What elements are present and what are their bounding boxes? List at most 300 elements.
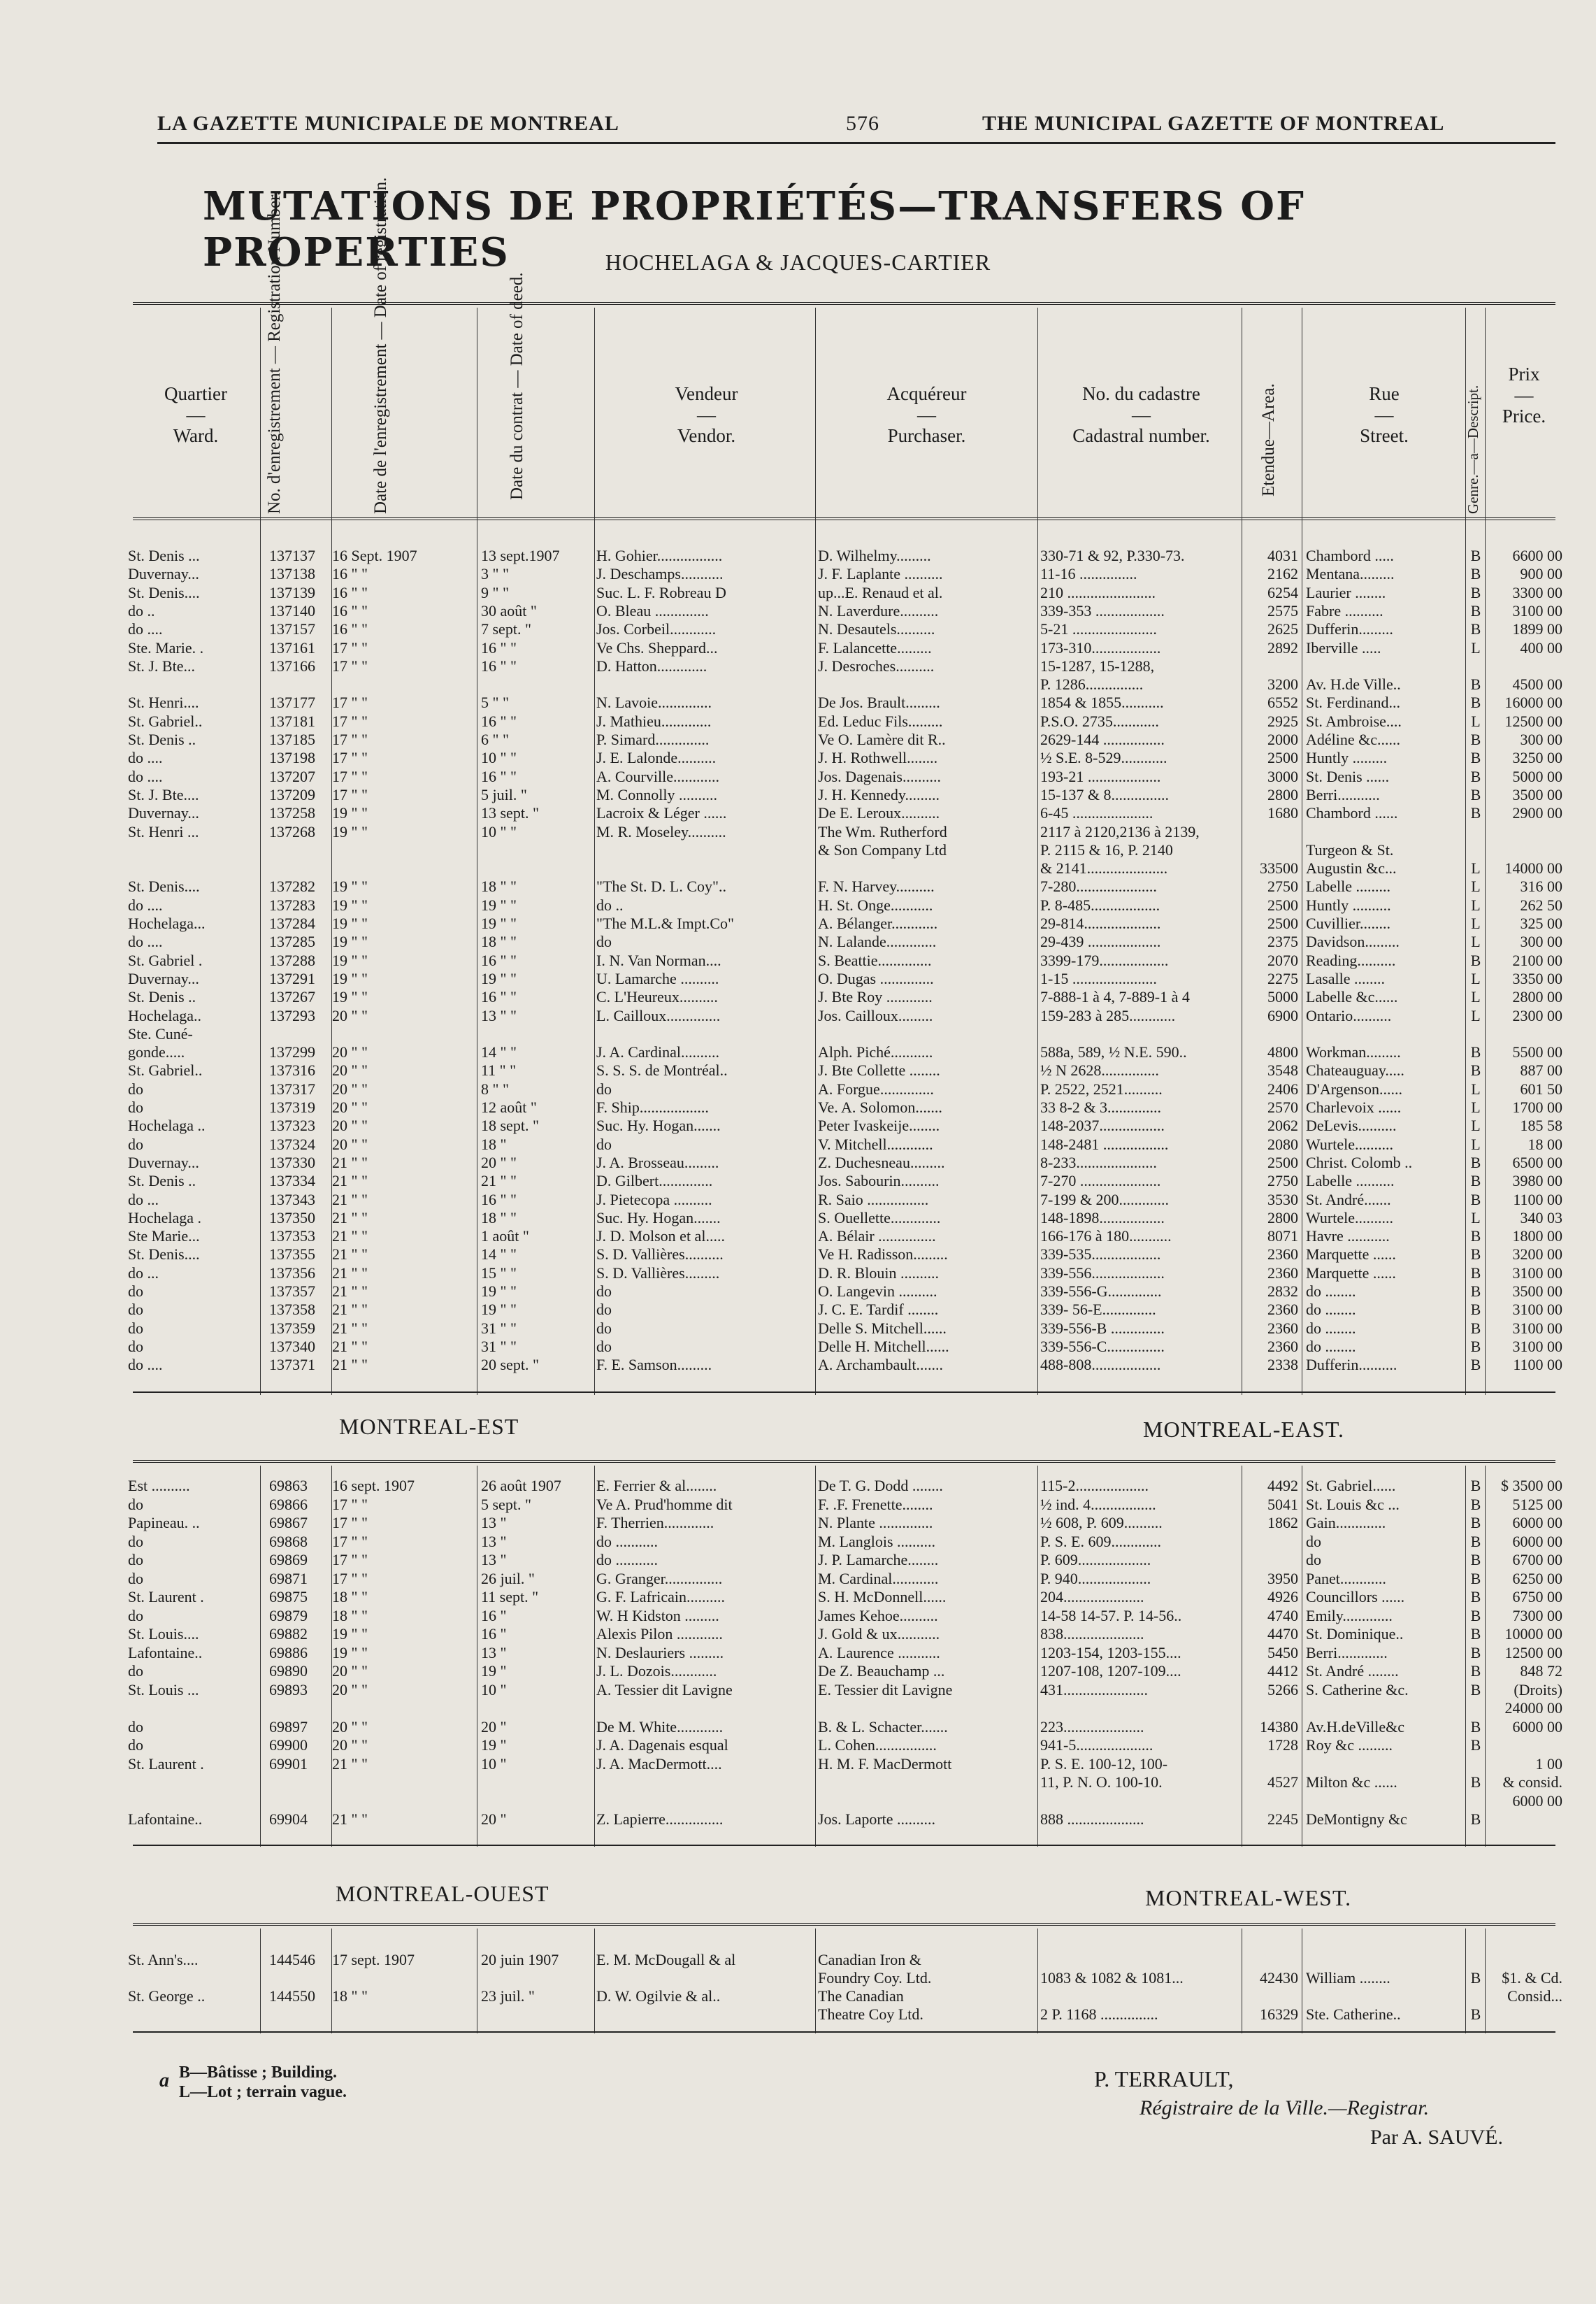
reg-no-cell: 137356 — [269, 1264, 315, 1282]
area-cell: 5041 — [1267, 1495, 1298, 1513]
table-row — [0, 1533, 1596, 1550]
purchaser-cell: A. Archambault....... — [818, 1356, 944, 1374]
street-cell: Dufferin.......... — [1306, 1356, 1397, 1374]
legend-building: B—Bâtisse ; Building. — [179, 2063, 338, 2082]
reg-date-cell: 17 " " — [332, 638, 368, 657]
vendor-cell: Alexis Pilon ............ — [596, 1625, 723, 1643]
deed-date-cell: 16 " " — [481, 951, 517, 969]
street-cell: Roy &c ......... — [1306, 1736, 1393, 1754]
column-header-vendor: Vendeur — Vendor. — [675, 383, 738, 446]
street-cell: do ........ — [1306, 1337, 1356, 1355]
cadastre-cell: 339-556-G.............. — [1040, 1282, 1162, 1300]
purchaser-cell: Ed. Leduc Fils......... — [818, 712, 943, 730]
area-cell: 2070 — [1267, 951, 1298, 969]
table-row — [0, 731, 1596, 748]
kind-cell: B — [1470, 1810, 1481, 1828]
deed-date-cell: 18 " — [481, 1135, 507, 1153]
cadastre-cell: P. 2115 & 16, P. 2140 — [1040, 840, 1173, 859]
vendor-cell: G. F. Lafricain.......... — [596, 1588, 725, 1605]
reg-no-cell: 137282 — [269, 878, 315, 896]
kind-cell: B — [1470, 1606, 1481, 1624]
cadastre-cell: 2 P. 1168 ............... — [1040, 2005, 1158, 2023]
purchaser-cell: Canadian Iron & — [818, 1951, 921, 1968]
reg-date-cell: 21 " " — [332, 1208, 368, 1226]
reg-date-cell: 21 " " — [332, 1282, 368, 1300]
purchaser-cell: The Wm. Rutherford — [818, 822, 947, 840]
cadastre-cell: 339-556-B .............. — [1040, 1319, 1165, 1337]
ward-cell: St. Gabriel . — [128, 951, 203, 969]
vendor-cell: Z. Lapierre............... — [596, 1810, 724, 1828]
reg-date-cell: 17 " " — [332, 1532, 368, 1550]
table-row — [0, 878, 1596, 895]
deed-date-cell: 19 " " — [481, 969, 517, 987]
purchaser-cell: F. Lalancette......... — [818, 638, 932, 657]
ward-cell: do ... — [128, 1264, 159, 1282]
street-cell: Workman......... — [1306, 1043, 1401, 1061]
deed-date-cell: 18 " " — [481, 933, 517, 951]
table-row — [0, 1191, 1596, 1208]
vendor-cell: S. D. Vallières......... — [596, 1264, 720, 1282]
vendor-cell: J. A. Brosseau......... — [596, 1153, 719, 1171]
reg-no-cell: 137258 — [269, 804, 315, 822]
reg-date-cell: 18 " " — [332, 1987, 368, 2005]
ward-cell: St. Denis .. — [128, 731, 196, 748]
reg-date-cell: 21 " " — [332, 1190, 368, 1208]
purchaser-cell: A. Laurence ........... — [818, 1643, 940, 1661]
deed-date-cell: 20 " — [481, 1717, 507, 1736]
reg-no-cell: 137358 — [269, 1301, 315, 1319]
purchaser-cell: Foundry Coy. Ltd. — [818, 1969, 932, 1987]
cadastre-cell: P. 1286............... — [1040, 675, 1144, 694]
street-cell: do — [1306, 1532, 1321, 1550]
reg-date-cell: 20 " " — [332, 1080, 368, 1098]
price-cell: 5500 00 — [1512, 1043, 1562, 1061]
kind-cell: B — [1470, 1514, 1481, 1531]
street-cell: Av.H.deVille&c — [1306, 1717, 1405, 1736]
area-cell: 2275 — [1267, 969, 1298, 987]
reg-date-cell: 21 " " — [332, 1301, 368, 1319]
price-cell: 340 03 — [1520, 1208, 1562, 1226]
reg-no-cell: 137353 — [269, 1227, 315, 1245]
ward-cell: Duvernay... — [128, 1153, 199, 1171]
vendor-cell: De M. White............ — [596, 1717, 724, 1736]
table-row — [0, 1570, 1596, 1587]
price-cell: 1899 00 — [1512, 620, 1562, 638]
street-cell: Berri............. — [1306, 1643, 1388, 1661]
cadastre-cell: P. S. E. 609............. — [1040, 1532, 1161, 1550]
area-cell: 2500 — [1267, 1153, 1298, 1171]
deed-date-cell: 16 " — [481, 1606, 507, 1624]
reg-date-cell: 20 " " — [332, 1662, 368, 1680]
table-row — [0, 1681, 1596, 1698]
table-row — [0, 657, 1596, 675]
street-cell: William ........ — [1306, 1969, 1390, 1987]
kind-cell: L — [1471, 1208, 1481, 1226]
reg-no-cell: 69886 — [269, 1643, 308, 1661]
table-row — [0, 1496, 1596, 1513]
kind-cell: B — [1470, 1569, 1481, 1587]
kind-cell: L — [1471, 1099, 1481, 1116]
vendor-cell: J. E. Lalonde.......... — [596, 749, 717, 767]
vendor-cell: Jos. Corbeil............ — [596, 620, 717, 638]
purchaser-cell: J. Bte Roy ............ — [818, 988, 933, 1006]
deed-date-cell: 26 août 1907 — [481, 1477, 561, 1494]
vendor-cell: do — [596, 1135, 612, 1153]
street-cell: Ontario.......... — [1306, 1006, 1392, 1024]
purchaser-cell: N. Lalande............. — [818, 933, 937, 951]
kind-cell: B — [1470, 1495, 1481, 1513]
ward-cell: Hochelaga . — [128, 1208, 202, 1226]
reg-date-cell: 21 " " — [332, 1245, 368, 1264]
table-row — [0, 1755, 1596, 1773]
table-row — [0, 1951, 1596, 1968]
deed-date-cell: 5 sept. " — [481, 1495, 531, 1513]
column-header-kind: Genre.—a—Descript. — [1465, 385, 1481, 514]
price-cell: 2800 00 — [1512, 988, 1562, 1006]
area-cell: 5000 — [1267, 988, 1298, 1006]
purchaser-cell: J. P. Lamarche........ — [818, 1551, 939, 1568]
purchaser-cell: The Canadian — [818, 1987, 904, 2005]
kind-cell: B — [1470, 1680, 1481, 1698]
area-cell: 2832 — [1267, 1282, 1298, 1300]
ward-cell: do .... — [128, 1356, 163, 1374]
section-title-ouest-fr: MONTREAL-OUEST — [336, 1881, 549, 1906]
purchaser-cell: Ve O. Lamère dit R.. — [818, 731, 946, 748]
cadastre-cell: 11, P. N. O. 100-10. — [1040, 1773, 1163, 1791]
table-row — [0, 896, 1596, 914]
area-cell: 2500 — [1267, 896, 1298, 914]
kind-cell: B — [1470, 785, 1481, 803]
cadastre-cell: 193-21 ................... — [1040, 767, 1161, 785]
table-row — [0, 841, 1596, 859]
purchaser-cell: E. Tessier dit Lavigne — [818, 1680, 953, 1698]
price-cell: 3500 00 — [1512, 785, 1562, 803]
section-bottom-rule — [133, 1391, 1555, 1393]
price-cell: 300 00 — [1520, 731, 1562, 748]
reg-no-cell: 69901 — [269, 1754, 308, 1773]
deed-date-cell: 10 " — [481, 1680, 507, 1698]
kind-cell: B — [1470, 1551, 1481, 1568]
kind-cell: B — [1470, 1172, 1481, 1190]
kind-cell: B — [1470, 547, 1481, 564]
kind-cell: B — [1470, 2005, 1481, 2023]
deed-date-cell: 31 " " — [481, 1337, 517, 1355]
kind-cell: B — [1470, 694, 1481, 712]
vendor-cell: A. Courville............ — [596, 767, 719, 785]
price-cell: 262 50 — [1520, 896, 1562, 914]
deed-date-cell: 13 " — [481, 1532, 507, 1550]
reg-date-cell: 19 " " — [332, 988, 368, 1006]
kind-cell: B — [1470, 1319, 1481, 1337]
vendor-cell: Suc. L. F. Robreau D — [596, 583, 726, 601]
kind-cell: L — [1471, 896, 1481, 914]
area-cell: 2575 — [1267, 601, 1298, 620]
cadastre-cell: ½ ind. 4................. — [1040, 1495, 1156, 1513]
vendor-cell: L. Cailloux.............. — [596, 1006, 721, 1024]
street-cell: St. Gabriel...... — [1306, 1477, 1396, 1494]
cadastre-cell: 941-5.................... — [1040, 1736, 1153, 1754]
street-cell: Chateauguay..... — [1306, 1061, 1404, 1080]
table-row — [0, 1356, 1596, 1373]
table-row — [0, 602, 1596, 620]
table-row — [0, 1625, 1596, 1643]
purchaser-cell: Theatre Coy Ltd. — [818, 2005, 923, 2023]
street-cell: Labelle &c...... — [1306, 988, 1398, 1006]
kind-cell: B — [1470, 565, 1481, 583]
purchaser-cell: F. N. Harvey.......... — [818, 878, 935, 896]
street-cell: St. Louis &c ... — [1306, 1495, 1400, 1513]
table-row — [0, 1264, 1596, 1282]
table-row — [0, 1810, 1596, 1828]
reg-date-cell: 17 " " — [332, 657, 368, 675]
reg-date-cell: 21 " " — [332, 1227, 368, 1245]
cadastre-cell: 7-888-1 à 4, 7-889-1 à 4 — [1040, 988, 1190, 1006]
vendor-cell: "The M.L.& Impt.Co" — [596, 915, 735, 932]
reg-no-cell: 137343 — [269, 1190, 315, 1208]
signature-title: Régistraire de la Ville.—Registrar. — [1140, 2096, 1430, 2119]
table-row — [0, 988, 1596, 1006]
ward-cell: St. J. Bte... — [128, 657, 195, 675]
vendor-cell: C. L'Heureux.......... — [596, 988, 718, 1006]
deed-date-cell: 16 " " — [481, 657, 517, 675]
price-cell: 7300 00 — [1512, 1606, 1562, 1624]
street-cell: Huntly ......... — [1306, 749, 1388, 767]
table-top-rule — [133, 302, 1555, 305]
price-cell: 14000 00 — [1504, 859, 1562, 878]
ward-cell: St. Louis.... — [128, 1625, 199, 1643]
cadastre-cell: 339-353 .................. — [1040, 601, 1165, 620]
vendor-cell: F. E. Samson......... — [596, 1356, 712, 1374]
ward-cell: do .... — [128, 767, 163, 785]
column-header-street: Rue — Street. — [1360, 383, 1409, 446]
deed-date-cell: 16 " " — [481, 988, 517, 1006]
table-row — [0, 804, 1596, 822]
vendor-cell: P. Simard.............. — [596, 731, 710, 748]
ward-cell: do — [128, 1099, 143, 1116]
vendor-cell: J. Pietecopa .......... — [596, 1190, 712, 1208]
ward-cell: do — [128, 1551, 143, 1568]
ward-cell: Duvernay... — [128, 565, 199, 583]
price-cell: 601 50 — [1520, 1080, 1562, 1098]
area-cell: 2800 — [1267, 1208, 1298, 1226]
reg-date-cell: 17 " " — [332, 1551, 368, 1568]
purchaser-cell: De Jos. Brault......... — [818, 694, 940, 712]
reg-no-cell: 69897 — [269, 1717, 308, 1736]
ward-cell: St. Denis.... — [128, 1245, 200, 1264]
table-row — [0, 1025, 1596, 1043]
area-cell: 2625 — [1267, 620, 1298, 638]
deed-date-cell: 20 " " — [481, 1153, 517, 1171]
kind-cell: L — [1471, 1135, 1481, 1153]
table-row — [0, 1792, 1596, 1810]
vendor-cell: do — [596, 1337, 612, 1355]
street-cell: Charlevoix ...... — [1306, 1099, 1402, 1116]
deed-date-cell: 19 " " — [481, 1301, 517, 1319]
purchaser-cell: Jos. Sabourin.......... — [818, 1172, 940, 1190]
table-row — [0, 1969, 1596, 1987]
table-row — [0, 786, 1596, 803]
deed-date-cell: 10 " — [481, 1754, 507, 1773]
vendor-cell: M. R. Moseley.......... — [596, 822, 726, 840]
ward-cell: do — [128, 1736, 143, 1754]
ward-cell: Lafontaine.. — [128, 1643, 203, 1661]
purchaser-cell: A. Forgue.............. — [818, 1080, 934, 1098]
legend-prefix: a — [159, 2070, 169, 2091]
column-header-area: Etendue—Area. — [1259, 383, 1278, 496]
cadastre-cell: P.S.O. 2735............ — [1040, 712, 1159, 730]
area-cell: 2750 — [1267, 878, 1298, 896]
table-row — [0, 1662, 1596, 1680]
purchaser-cell: J. H. Rothwell........ — [818, 749, 938, 767]
table-row — [0, 639, 1596, 657]
reg-date-cell: 20 " " — [332, 1006, 368, 1024]
kind-cell: B — [1470, 1625, 1481, 1643]
deed-date-cell: 13 " — [481, 1514, 507, 1531]
kind-cell: L — [1471, 859, 1481, 878]
street-cell: Mentana......... — [1306, 565, 1395, 583]
vendor-cell: Ve Chs. Sheppard... — [596, 638, 718, 657]
vendor-cell: F. Ship.................. — [596, 1099, 709, 1116]
vendor-cell: J. A. MacDermott.... — [596, 1754, 722, 1773]
reg-date-cell: 20 " " — [332, 1043, 368, 1061]
street-cell: Lasalle ........ — [1306, 969, 1386, 987]
price-cell: 6600 00 — [1512, 547, 1562, 564]
reg-date-cell: 17 " " — [332, 712, 368, 730]
area-cell: 2245 — [1267, 1810, 1298, 1828]
reg-date-cell: 16 " " — [332, 565, 368, 583]
street-cell: St. Denis ...... — [1306, 767, 1390, 785]
reg-date-cell: 19 " " — [332, 951, 368, 969]
vendor-cell: Ve A. Prud'homme dit — [596, 1495, 733, 1513]
price-cell: 6000 00 — [1512, 1717, 1562, 1736]
deed-date-cell: 19 " — [481, 1662, 507, 1680]
area-cell: 6254 — [1267, 583, 1298, 601]
header-rule — [157, 142, 1555, 144]
area-cell: 2360 — [1267, 1301, 1298, 1319]
price-cell: 900 00 — [1520, 565, 1562, 583]
area-cell: 4740 — [1267, 1606, 1298, 1624]
ward-cell: Hochelaga.. — [128, 1006, 202, 1024]
ward-cell: St. Denis ... — [128, 547, 200, 564]
price-cell: 325 00 — [1520, 915, 1562, 932]
cadastre-cell: 166-176 à 180........... — [1040, 1227, 1172, 1245]
purchaser-cell: B. & L. Schacter....... — [818, 1717, 948, 1736]
cadastre-cell: 6-45 ..................... — [1040, 804, 1153, 822]
price-cell: 2900 00 — [1512, 804, 1562, 822]
street-cell: Marquette ...... — [1306, 1245, 1396, 1264]
street-cell: Wurtele.......... — [1306, 1135, 1393, 1153]
cadastre-cell: 7-270 ..................... — [1040, 1172, 1161, 1190]
ward-cell: Hochelaga .. — [128, 1117, 206, 1135]
ward-cell: St. Denis.... — [128, 583, 200, 601]
vendor-cell: J. A. Cardinal.......... — [596, 1043, 719, 1061]
vendor-cell: do ........... — [596, 1551, 658, 1568]
price-cell: & consid. — [1502, 1773, 1562, 1791]
price-cell: 6000 00 — [1512, 1791, 1562, 1810]
area-cell: 2892 — [1267, 638, 1298, 657]
deed-date-cell: 1 août " — [481, 1227, 529, 1245]
table-header-bottom-rule — [133, 517, 1555, 520]
deed-date-cell: 19 " " — [481, 1282, 517, 1300]
cadastre-cell: 148-1898................. — [1040, 1208, 1165, 1226]
reg-date-cell: 19 " " — [332, 822, 368, 840]
kind-cell: L — [1471, 969, 1481, 987]
price-cell: 1 00 — [1535, 1754, 1562, 1773]
vendor-cell: do — [596, 1080, 612, 1098]
ward-cell: do — [128, 1337, 143, 1355]
deed-date-cell: 19 " — [481, 1736, 507, 1754]
reg-no-cell: 144546 — [269, 1951, 315, 1968]
vendor-cell: Lacroix & Léger ...... — [596, 804, 727, 822]
price-cell: 16000 00 — [1504, 694, 1562, 712]
area-cell: 1728 — [1267, 1736, 1298, 1754]
ward-cell: do .. — [128, 601, 155, 620]
table-row — [0, 1007, 1596, 1024]
cadastre-cell: P. S. E. 100-12, 100- — [1040, 1754, 1168, 1773]
kind-cell: B — [1470, 749, 1481, 767]
reg-no-cell: 137288 — [269, 951, 315, 969]
street-cell: St. André....... — [1306, 1190, 1391, 1208]
deed-date-cell: 31 " " — [481, 1319, 517, 1337]
reg-no-cell: 69875 — [269, 1588, 308, 1605]
table-row — [0, 1301, 1596, 1318]
area-cell: 3548 — [1267, 1061, 1298, 1080]
kind-cell: B — [1470, 1477, 1481, 1494]
kind-cell: B — [1470, 1227, 1481, 1245]
reg-date-cell: 21 " " — [332, 1172, 368, 1190]
section-title-est-en: MONTREAL-EAST. — [1143, 1417, 1345, 1442]
ward-cell: Duvernay... — [128, 804, 199, 822]
price-cell: 5125 00 — [1512, 1495, 1562, 1513]
cadastre-cell: P. 8-485.................. — [1040, 896, 1160, 914]
cadastre-cell: 29-814.................... — [1040, 915, 1161, 932]
area-cell: 6552 — [1267, 694, 1298, 712]
table-row — [0, 749, 1596, 766]
deed-date-cell: 15 " " — [481, 1264, 517, 1282]
table-row — [0, 1773, 1596, 1791]
reg-date-cell: 21 " " — [332, 1319, 368, 1337]
kind-cell: B — [1470, 1245, 1481, 1264]
price-cell: $1. & Cd. — [1502, 1969, 1562, 1987]
kind-cell: B — [1470, 620, 1481, 638]
area-cell: 4926 — [1267, 1588, 1298, 1605]
cadastre-cell: ½ 608, P. 609.......... — [1040, 1514, 1163, 1531]
reg-date-cell: 20 " " — [332, 1135, 368, 1153]
purchaser-cell: S. Ouellette............. — [818, 1208, 941, 1226]
ward-cell: St. Denis .. — [128, 988, 196, 1006]
section-ouest-bottom-rule — [133, 2031, 1555, 2033]
ward-cell: St. J. Bte.... — [128, 785, 199, 803]
kind-cell: L — [1471, 988, 1481, 1006]
price-cell: 10000 00 — [1504, 1625, 1562, 1643]
price-cell: 5000 00 — [1512, 767, 1562, 785]
price-cell: 3350 00 — [1512, 969, 1562, 987]
kind-cell: B — [1470, 731, 1481, 748]
price-cell: $ 3500 00 — [1501, 1477, 1562, 1494]
street-cell: St. Ferdinand... — [1306, 694, 1401, 712]
reg-date-cell: 17 " " — [332, 785, 368, 803]
purchaser-cell: H. St. Onge........... — [818, 896, 933, 914]
deed-date-cell: 13 " — [481, 1643, 507, 1661]
vendor-cell: G. Granger............... — [596, 1569, 723, 1587]
reg-date-cell: 16 " " — [332, 620, 368, 638]
cadastre-cell: 1203-154, 1203-155.... — [1040, 1643, 1181, 1661]
reg-no-cell: 137299 — [269, 1043, 315, 1061]
reg-date-cell: 20 " " — [332, 1117, 368, 1135]
cadastre-cell: 330-71 & 92, P.330-73. — [1040, 547, 1185, 564]
reg-no-cell: 137316 — [269, 1061, 315, 1080]
kind-cell: B — [1470, 601, 1481, 620]
